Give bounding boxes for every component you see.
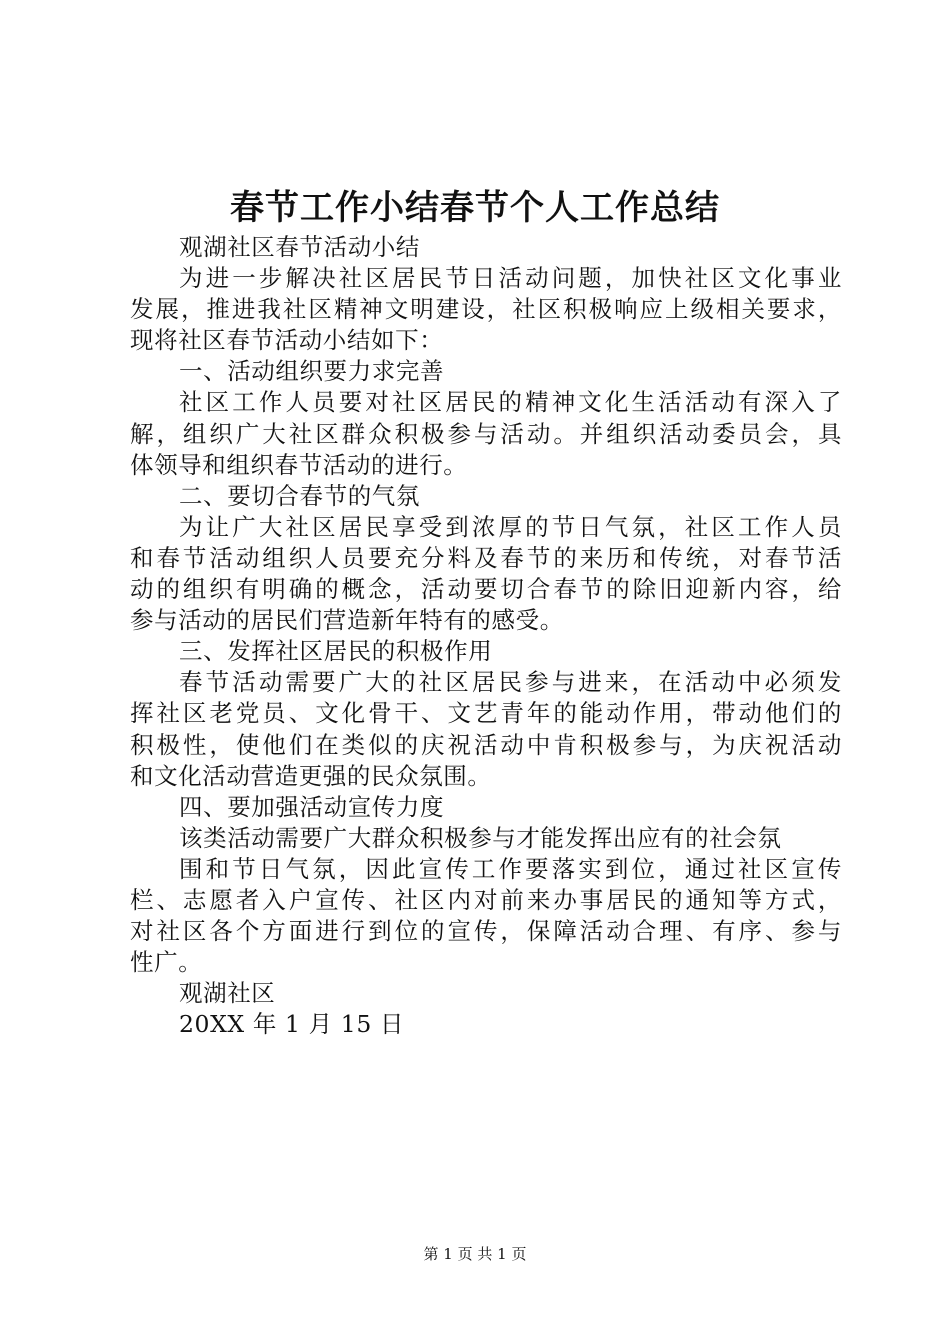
document-body bbox=[130, 232, 842, 1040]
body-line: 春节活动需要广大的社区居民参与进来，在活动中必须发 bbox=[179, 668, 842, 697]
body-line: 和春节活动组织人员要充分料及春节的来历和传统，对春节活 bbox=[130, 543, 842, 572]
body-line: 社区工作人员要对社区居民的精神文化生活活动有深入了 bbox=[179, 388, 842, 417]
body-line: 20XX 年 1 月 15 日 bbox=[179, 1010, 405, 1039]
body-line: 发展，推进我社区精神文明建设，社区积极响应上级相关要求， bbox=[130, 295, 842, 324]
body-line: 为让广大社区居民享受到浓厚的节日气氛，社区工作人员 bbox=[179, 512, 842, 541]
body-line: 围和节日气氛，因此宣传工作要落实到位，通过社区宣传 bbox=[179, 854, 842, 883]
body-line: 观湖社区春节活动小结 bbox=[179, 233, 420, 261]
body-line: 三、发挥社区居民的积极作用 bbox=[179, 637, 493, 666]
body-line: 现将社区春节活动小结如下： bbox=[130, 326, 444, 355]
body-line: 动的组织有明确的概念，活动要切合春节的除旧迎新内容，给 bbox=[130, 575, 842, 604]
body-line: 二、要切合春节的气氛 bbox=[179, 481, 420, 510]
body-line: 为进一步解决社区居民节日活动问题，加快社区文化事业 bbox=[179, 264, 842, 293]
body-line: 解，组织广大社区群众积极参与活动。并组织活动委员会，具 bbox=[130, 419, 842, 448]
body-line: 性广。 bbox=[130, 948, 203, 977]
body-line: 一、活动组织要力求完善 bbox=[179, 357, 445, 386]
body-line: 对社区各个方面进行到位的宣传，保障活动合理、有序、参与 bbox=[130, 917, 842, 946]
body-line: 挥社区老党员、文化骨干、文艺青年的能动作用，带动他们的 bbox=[130, 699, 842, 728]
body-line: 积极性，使他们在类似的庆祝活动中肯积极参与，为庆祝活动 bbox=[130, 730, 842, 759]
body-line: 该类活动需要广大群众积极参与才能发挥出应有的社会氛 bbox=[179, 823, 782, 852]
page-footer: 第 1 页 共 1 页 bbox=[423, 1245, 527, 1263]
body-line: 观湖社区 bbox=[179, 979, 276, 1008]
body-line: 和文化活动营造更强的民众氛围。 bbox=[130, 761, 492, 790]
document-title: 春节工作小结春节个人工作总结 bbox=[230, 188, 720, 228]
body-line: 四、要加强活动宣传力度 bbox=[179, 792, 445, 821]
body-line: 参与活动的居民们营造新年特有的感受。 bbox=[130, 606, 564, 635]
body-line: 栏、志愿者入户宣传、社区内对前来办事居民的通知等方式， bbox=[130, 885, 842, 914]
body-line: 体领导和组织春节活动的进行。 bbox=[130, 450, 468, 479]
